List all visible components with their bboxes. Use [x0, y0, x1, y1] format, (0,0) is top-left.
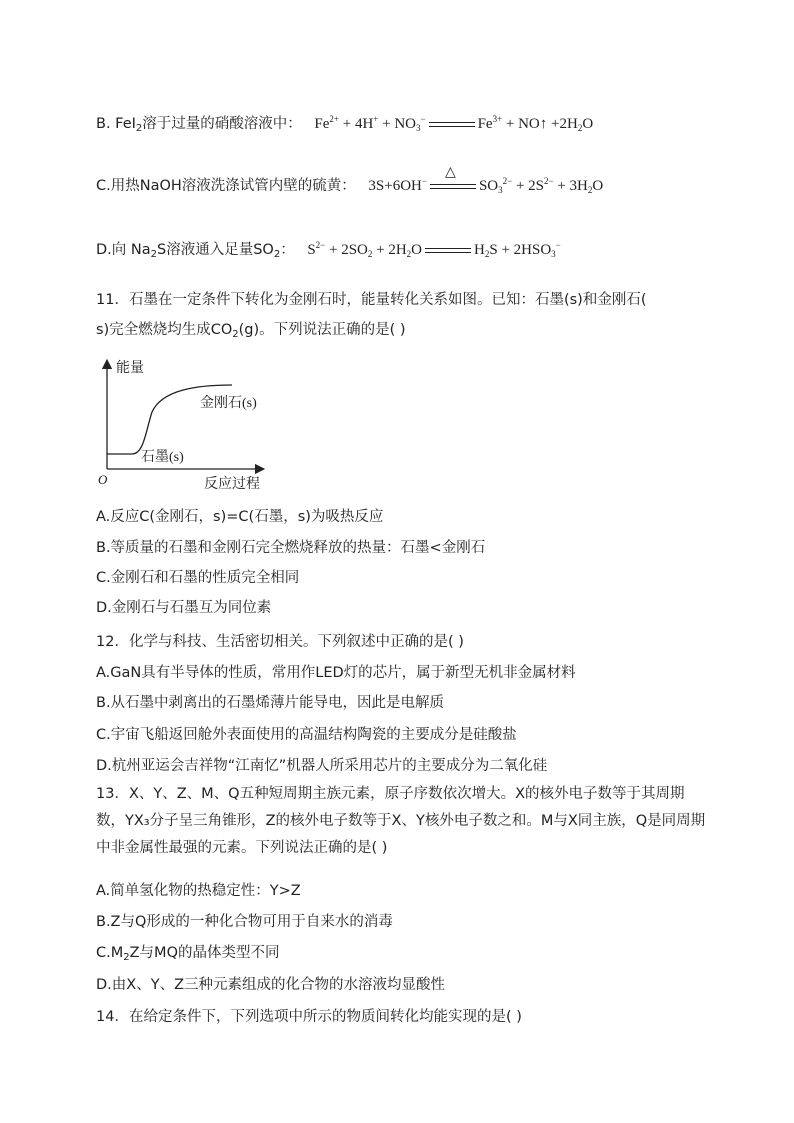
q10-b-equation: $Fe^{2+} + 4H^+ + NO_3^-$ $Fe^{3+}$ + NO↑ $+2H_2O$	[314, 114, 594, 133]
q13-option-a: A.简单氢化物的热稳定性：Y>Z	[96, 883, 301, 899]
q10-d-equation: $S^{2-} + 2SO_2 + 2H_2O$ $H_2S + 2HSO_3^-$	[307, 240, 561, 259]
y-axis-label: 能量	[116, 361, 144, 376]
q12-stem: 12．化学与科技、生活密切相关。下列叙述中正确的是( )	[96, 634, 464, 650]
q12-option-d: D.杭州亚运会吉祥物“江南忆”机器人所采用芯片的主要成分为二氧化硅	[96, 758, 548, 774]
q13-c-pre: C.M	[96, 945, 124, 961]
q10-option-d	[96, 238, 561, 260]
q10-c-equation: 3S+6OH− △ $SO_3^{2-} + 2S^{2-} + 3H_2O$	[368, 164, 604, 195]
q13-c-sub: 2	[123, 952, 130, 963]
q11-line2-post: 。下列说法正确的是( )	[259, 322, 406, 338]
q10-d-sub1: 2	[150, 249, 157, 260]
q12-option-c: C.宇宙飞船返回舱外表面使用的高温结构陶瓷的主要成分是硅酸盐	[96, 727, 517, 743]
q10-c-label: C.用热NaOH溶液洗涤试管内壁的硫黄：	[96, 178, 356, 194]
q13-stem: 13．X、Y、Z、M、Q五种短周期主族元素，原子序数依次增大。X的核外电子数等于其周期数，YX₃分子呈三角锥形，Z的核外电子数等于X、Y核外电子数之和。M与X同主族，Q是同周期中非金属性最强的元素。下列说法正确的是( )	[96, 786, 706, 856]
q13-option-d: D.由X、Y、Z三种元素组成的化合物的水溶液均显酸性	[96, 977, 445, 993]
q12-option-b: B.从石墨中剥离出的石墨烯薄片能导电，因此是电解质	[96, 695, 445, 711]
q10-option-c	[96, 164, 604, 195]
origin-label: O	[98, 472, 108, 487]
diamond-label: 金刚石(s)	[200, 396, 257, 411]
q14-stem: 14．在给定条件下，下列选项中所示的物质间转化均能实现的是( )	[96, 1009, 522, 1025]
q11-line2-pre: s)完全燃烧均生成CO	[96, 322, 233, 338]
q12-option-a: A.GaN具有半导体的性质，常用作LED灯的芯片，属于新型无机非金属材料	[96, 665, 576, 681]
q10-d-mid: S溶液通入足量SO	[157, 242, 274, 258]
q10-b-rest: 溶于过量的硝酸溶液中：	[142, 116, 302, 132]
q11-co2-sub: 2	[232, 329, 239, 340]
q13-c-post: Z与MQ的晶体类型不同	[129, 945, 280, 961]
q10-b-sub: 2	[135, 123, 143, 134]
q10-d-post: ：	[280, 242, 295, 258]
q11-option-a: A.反应C(金刚石，s)=C(石墨，s)为吸热反应	[96, 509, 384, 525]
q11-state-g: (g)	[238, 322, 260, 338]
q10-b-label: B. FeI	[96, 116, 136, 132]
heat-delta-symbol: △	[444, 164, 456, 180]
q11-option-d: D.金刚石与石墨互为同位素	[96, 600, 272, 616]
energy-diagram	[96, 352, 286, 492]
q10-d-sub2: 2	[273, 249, 281, 260]
q13-option-c	[96, 941, 279, 963]
x-axis-label: 反应过程	[204, 477, 260, 492]
q11-stem-line1: 11．石墨在一定条件下转化为金刚石时，能量转化关系如图。已知：石墨(s)和金刚石(	[96, 292, 647, 308]
q13-option-b: B.Z与Q形成的一种化合物可用于自来水的消毒	[96, 914, 393, 930]
q10-option-b	[96, 112, 593, 134]
q10-d-pre: D.向 Na	[96, 242, 151, 258]
q11-stem-line2	[96, 318, 406, 340]
q11-option-b: B.等质量的石墨和金刚石完全燃烧释放的热量：石墨<金刚石	[96, 540, 486, 556]
q11-option-c: C.金刚石和石墨的性质完全相同	[96, 570, 300, 586]
graphite-label: 石墨(s)	[141, 450, 184, 465]
